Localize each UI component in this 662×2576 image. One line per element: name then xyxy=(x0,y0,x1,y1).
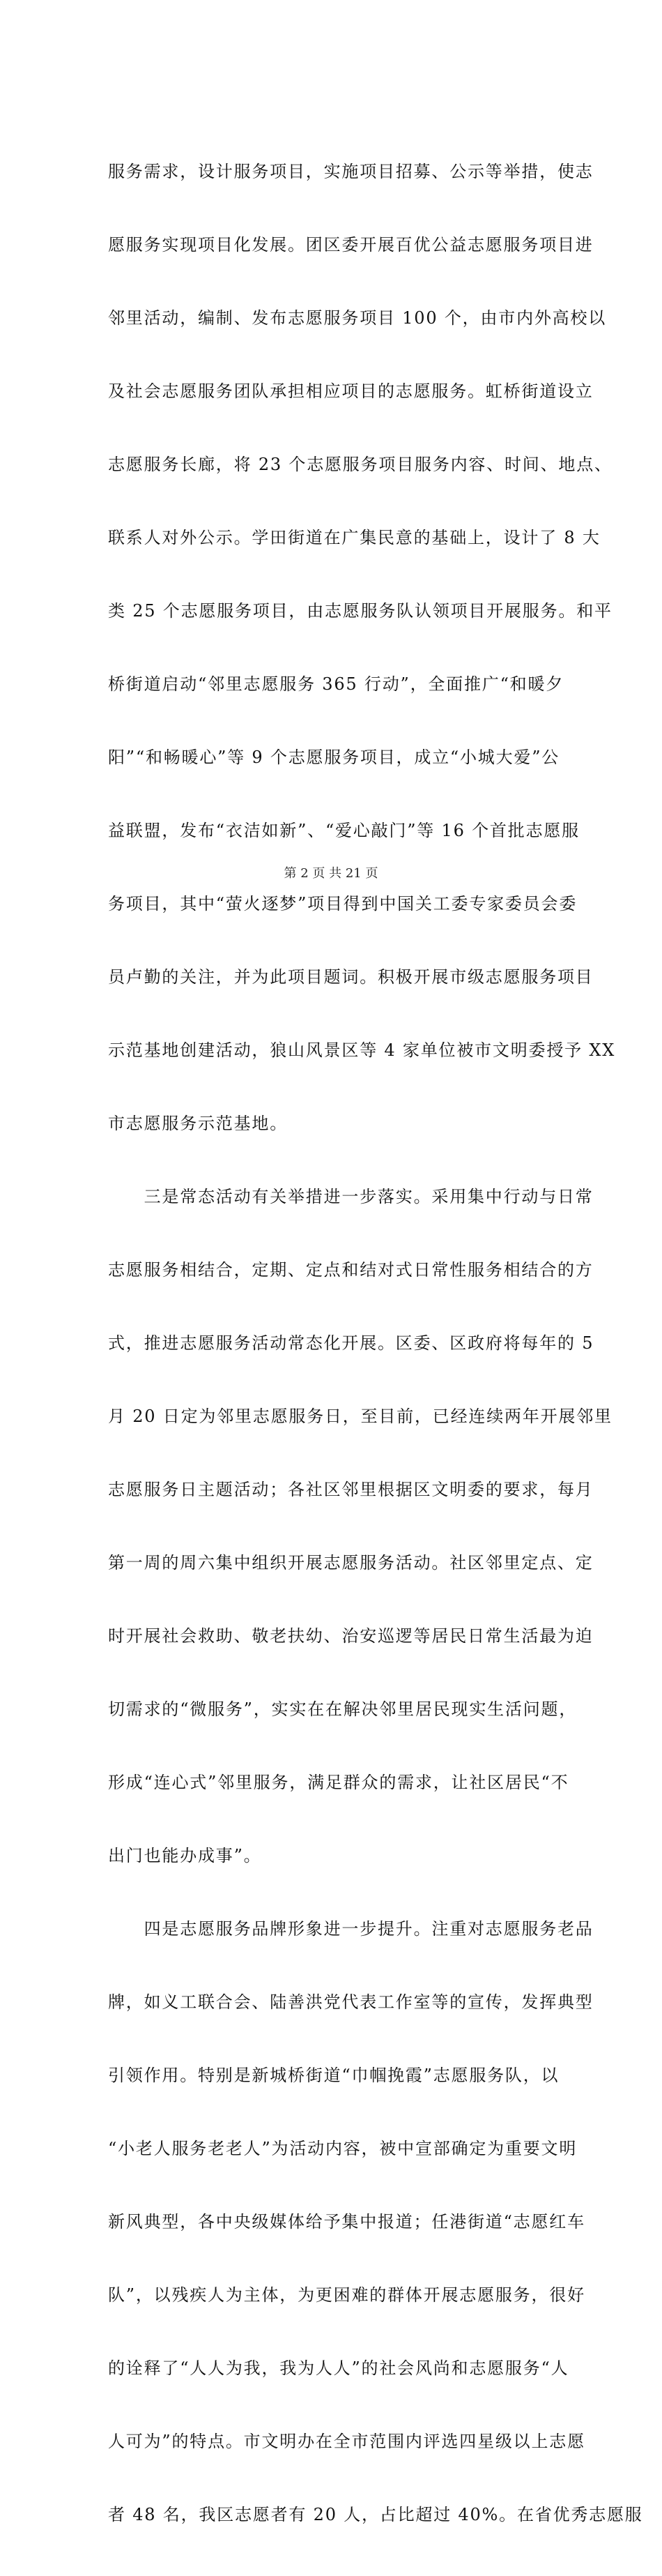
text-line: 志愿服务相结合，定期、定点和结对式日常性服务相结合的方 xyxy=(108,1260,594,1280)
text-line: “小老人服务老老人”为活动内容，被中宣部确定为重要文明 xyxy=(108,2139,578,2158)
text-line: 新风典型，各中央级媒体给予集中报道；任港街道“志愿红车 xyxy=(108,2212,585,2232)
text-line: 类 25 个志愿服务项目，由志愿服务队认领项目开展服务。和平 xyxy=(108,601,613,621)
text-line: 式，推进志愿服务活动常态化开展。区委、区政府将每年的 5 xyxy=(108,1333,594,1353)
text-line: 出门也能办成事”。 xyxy=(108,1846,262,1865)
text-line: 示范基地创建活动，狼山风景区等 4 家单位被市文明委授予 XX xyxy=(108,1040,616,1060)
text-line: 人可为”的特点。市文明办在全市范围内评选四星级以上志愿 xyxy=(108,2432,585,2451)
text-line: 切需求的“微服务”，实实在在解决邻里居民现实生活问题， xyxy=(108,1699,578,1719)
text-line: 志愿服务长廊，将 23 个志愿服务项目服务内容、时间、地点、 xyxy=(108,455,613,474)
text-line: 引领作用。特别是新城桥街道“巾帼挽霞”志愿服务队，以 xyxy=(108,2066,560,2085)
text-line: 的诠释了“人人为我，我为人人”的社会风尚和志愿服务“人 xyxy=(108,2358,569,2378)
text-line: 员卢勤的关注，并为此项目题词。积极开展市级志愿服务项目 xyxy=(108,967,594,987)
text-line: 时开展社会救助、敬老扶幼、治安巡逻等居民日常生活最为迫 xyxy=(108,1626,594,1646)
body-text xyxy=(108,111,643,2576)
text-line: 月 20 日定为邻里志愿服务日，至目前，已经连续两年开展邻里 xyxy=(108,1407,613,1426)
text-line: 愿服务实现项目化发展。团区委开展百优公益志愿服务项目进 xyxy=(108,235,594,255)
text-line: 队”，以残疾人为主体，为更困难的群体开展志愿服务，很好 xyxy=(108,2285,585,2305)
text-line: 形成“连心式”邻里服务，满足群众的需求，让社区居民“不 xyxy=(108,1773,569,1792)
text-line: 市志愿服务示范基地。 xyxy=(108,1114,288,1133)
text-line: 桥街道启动“邻里志愿服务 365 行动”，全面推广“和暖夕 xyxy=(108,674,564,694)
text-line: 阳”“和畅暖心”等 9 个志愿服务项目，成立“小城大爱”公 xyxy=(108,748,560,767)
text-line: 牌，如义工联合会、陆善洪党代表工作室等的宣传，发挥典型 xyxy=(108,1992,594,2012)
page-footer xyxy=(0,865,662,882)
text-line: 三是常态活动有关举措进一步落实。采用集中行动与日常 xyxy=(108,1187,594,1206)
page-number-label: 第 2 页 共 21 页 xyxy=(284,866,378,881)
text-line: 益联盟，发布“衣洁如新”、“爱心敲门”等 16 个首批志愿服 xyxy=(108,821,580,840)
text-line: 服务需求，设计服务项目，实施项目招募、公示等举措，使志 xyxy=(108,162,594,181)
text-line: 联系人对外公示。学田街道在广集民意的基础上，设计了 8 大 xyxy=(108,528,601,547)
text-line: 及社会志愿服务团队承担相应项目的志愿服务。虹桥街道设立 xyxy=(108,381,594,401)
text-line: 务项目，其中“萤火逐梦”项目得到中国关工委专家委员会委 xyxy=(108,894,578,914)
text-line: 四是志愿服务品牌形象进一步提升。注重对志愿服务老品 xyxy=(108,1919,594,1939)
text-line: 邻里活动，编制、发布志愿服务项目 100 个，由市内外高校以 xyxy=(108,308,607,328)
text-line: 第一周的周六集中组织开展志愿服务活动。社区邻里定点、定 xyxy=(108,1553,594,1573)
text-line: 志愿服务日主题活动；各社区邻里根据区文明委的要求，每月 xyxy=(108,1480,594,1499)
text-line: 者 48 名，我区志愿者有 20 人，占比超过 40%。在省优秀志愿服 xyxy=(108,2505,643,2524)
